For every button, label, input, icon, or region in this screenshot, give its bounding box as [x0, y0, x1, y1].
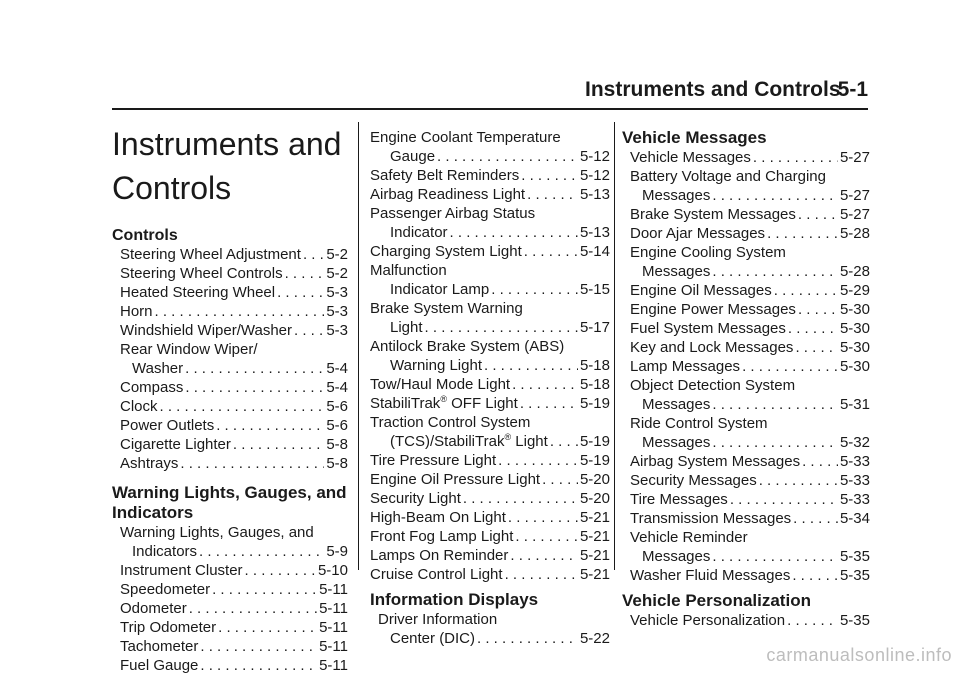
watermark: carmanualsonline.info [766, 645, 952, 665]
toc-entry[interactable]: Windshield Wiper/Washer . . . 5-3 [112, 321, 348, 340]
toc-entry[interactable]: Brake System Messages . . . 5-27 [622, 205, 870, 224]
toc-entry[interactable]: Cigarette Lighter . . . 5-8 [112, 435, 348, 454]
toc-entry[interactable]: Ashtrays . . . 5-8 [112, 454, 348, 473]
toc-entry[interactable]: Safety Belt Reminders . . . 5-12 [370, 166, 610, 185]
toc-entry[interactable]: Cruise Control Light . . . 5-21 [370, 565, 610, 584]
toc-entry[interactable]: Front Fog Lamp Light . . . 5-21 [370, 527, 610, 546]
section-heading-warning-lights: Warning Lights, Gauges, and Indicators [112, 483, 347, 522]
toc-entry[interactable]: Clock . . . 5-6 [112, 397, 348, 416]
column-divider [358, 122, 359, 570]
toc-entry[interactable]: Key and Lock Messages . . . 5-30 [622, 338, 870, 357]
toc-entry[interactable]: Vehicle Messages . . . 5-27 [622, 148, 870, 167]
toc-entry-line1[interactable]: Antilock Brake System (ABS) [370, 338, 565, 355]
toc-entry[interactable]: Odometer . . . 5-11 [112, 599, 348, 618]
toc-entry[interactable]: Door Ajar Messages . . . 5-28 [622, 224, 870, 243]
toc-entry[interactable]: Steering Wheel Adjustment . . . 5-2 [112, 245, 348, 264]
toc-column-1 [112, 118, 348, 675]
toc-entry[interactable]: Heated Steering Wheel . . . 5-3 [112, 283, 348, 302]
header-rule [112, 108, 868, 110]
toc-entry[interactable]: Engine Oil Pressure Light . . . 5-20 [370, 470, 610, 489]
toc-entry[interactable]: Security Messages . . . 5-33 [622, 471, 870, 490]
toc-entry[interactable]: Airbag Readiness Light . . . 5-13 [370, 185, 610, 204]
toc-entry-line1[interactable]: Passenger Airbag Status [370, 205, 536, 222]
toc-entry[interactable]: Lamps On Reminder . . . 5-21 [370, 546, 610, 565]
toc-entry[interactable]: Indicator . . . 5-13 [370, 223, 610, 242]
toc-entry[interactable]: Power Outlets . . . 5-6 [112, 416, 348, 435]
toc-entry-line1[interactable]: Malfunction [370, 262, 447, 279]
toc-entry[interactable]: Messages . . . 5-35 [622, 547, 870, 566]
toc-entry[interactable]: Steering Wheel Controls . . . 5-2 [112, 264, 348, 283]
toc-entry[interactable]: Airbag System Messages . . . 5-33 [622, 452, 870, 471]
toc-entry[interactable]: Messages . . . 5-28 [622, 262, 870, 281]
toc-list-warning [112, 523, 348, 675]
toc-entry-line1[interactable]: Vehicle Reminder [630, 529, 748, 546]
toc-entry[interactable]: Fuel Gauge . . . 5-11 [112, 656, 348, 675]
toc-entry[interactable]: Tow/Haul Mode Light . . . 5-18 [370, 375, 610, 394]
toc-entry[interactable]: Security Light . . . 5-20 [370, 489, 610, 508]
toc-entry[interactable]: Horn . . . 5-3 [112, 302, 348, 321]
toc-entry[interactable]: High-Beam On Light . . . 5-21 [370, 508, 610, 527]
toc-entry[interactable]: Gauge . . . 5-12 [370, 147, 610, 166]
toc-entry-line1[interactable]: Object Detection System [630, 377, 796, 394]
toc-entry[interactable]: Engine Power Messages . . . 5-30 [622, 300, 870, 319]
toc-entry[interactable]: Tire Messages . . . 5-33 [622, 490, 870, 509]
toc-entry[interactable]: StabiliTrak® OFF Light . . . 5-19 [370, 394, 610, 413]
section-heading-information-displays: Information Displays [370, 590, 539, 609]
toc-entry-line1[interactable]: Engine Coolant Temperature [370, 129, 561, 146]
toc-entry-line1[interactable]: Ride Control System [630, 415, 768, 432]
toc-entry[interactable]: Vehicle Personalization . . . 5-35 [622, 611, 870, 630]
column-divider [614, 122, 615, 570]
running-header-page-number: 5-1 [837, 78, 868, 101]
running-header-title: Instruments and Controls [585, 78, 841, 101]
toc-column-2 [370, 128, 610, 648]
section-heading-vehicle-personalization: Vehicle Personalization [622, 591, 811, 610]
toc-column-3 [622, 128, 870, 630]
toc-entry[interactable]: Charging System Light . . . 5-14 [370, 242, 610, 261]
section-heading-controls: Controls [112, 227, 178, 244]
toc-entry[interactable]: Instrument Cluster . . . 5-10 [112, 561, 348, 580]
toc-entry[interactable]: Tire Pressure Light . . . 5-19 [370, 451, 610, 470]
toc-entry[interactable]: Indicator Lamp . . . 5-15 [370, 280, 610, 299]
section-heading-vehicle-messages: Vehicle Messages [622, 128, 767, 147]
toc-entry[interactable]: Lamp Messages . . . 5-30 [622, 357, 870, 376]
toc-entry-line1[interactable]: Driver Information [378, 611, 498, 628]
toc-entry[interactable]: Speedometer . . . 5-11 [112, 580, 348, 599]
toc-entry-line1[interactable]: Warning Lights, Gauges, and [120, 524, 314, 541]
toc-entry[interactable]: Messages . . . 5-31 [622, 395, 870, 414]
toc-entry[interactable]: Messages . . . 5-32 [622, 433, 870, 452]
toc-entry[interactable]: Washer Fluid Messages . . . 5-35 [622, 566, 870, 585]
toc-entry[interactable]: Indicators . . . 5-9 [112, 542, 348, 561]
toc-entry[interactable]: Center (DIC) . . . 5-22 [370, 629, 610, 648]
toc-entry[interactable]: Trip Odometer . . . 5-11 [112, 618, 348, 637]
toc-entry-line1[interactable]: Rear Window Wiper/ [120, 341, 258, 358]
toc-entry[interactable]: Engine Oil Messages . . . 5-29 [622, 281, 870, 300]
toc-entry-line1[interactable]: Battery Voltage and Charging [630, 168, 826, 185]
toc-entry[interactable]: Fuel System Messages . . . 5-30 [622, 319, 870, 338]
toc-entry[interactable]: Messages . . . 5-27 [622, 186, 870, 205]
toc-entry-line1[interactable]: Engine Cooling System [630, 244, 786, 261]
toc-entry[interactable]: Tachometer . . . 5-11 [112, 637, 348, 656]
toc-entry-line1[interactable]: Traction Control System [370, 414, 531, 431]
toc-entry[interactable]: Compass . . . 5-4 [112, 378, 348, 397]
toc-entry-line1[interactable]: Brake System Warning [370, 300, 523, 317]
toc-entry[interactable]: Transmission Messages . . . 5-34 [622, 509, 870, 528]
toc-entry[interactable]: Washer . . . 5-4 [112, 359, 348, 378]
toc-entry[interactable]: (TCS)/StabiliTrak® Light . . . 5-19 [370, 432, 610, 451]
toc-entry[interactable]: Light . . . 5-17 [370, 318, 610, 337]
toc-entry[interactable]: Warning Light . . . 5-18 [370, 356, 610, 375]
chapter-title: Instruments and Controls [112, 126, 342, 206]
toc-list-controls [112, 245, 348, 473]
